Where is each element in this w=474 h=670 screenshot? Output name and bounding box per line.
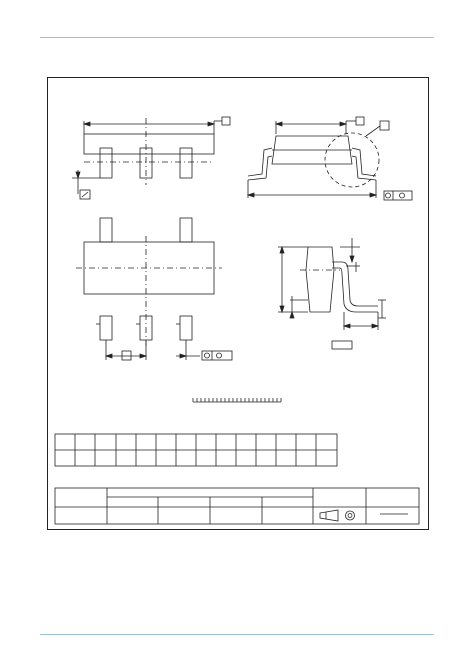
position-tolerance-frame-icon (202, 351, 232, 360)
detail-label-box-icon (332, 341, 352, 349)
top-view (76, 218, 232, 360)
datum-box-icon (222, 117, 230, 125)
detail-label-box-icon (380, 121, 389, 130)
datum-box-icon (356, 117, 364, 125)
first-angle-projection-icon (320, 510, 355, 521)
scale-bar (193, 398, 281, 402)
dimensions-table (55, 434, 337, 466)
side-view (248, 117, 412, 200)
front-view (72, 117, 230, 199)
position-tolerance-frame-icon (384, 191, 412, 200)
datum-box-icon (122, 351, 131, 360)
lead-detail-view (278, 238, 386, 349)
outline-reference-table (55, 488, 419, 524)
